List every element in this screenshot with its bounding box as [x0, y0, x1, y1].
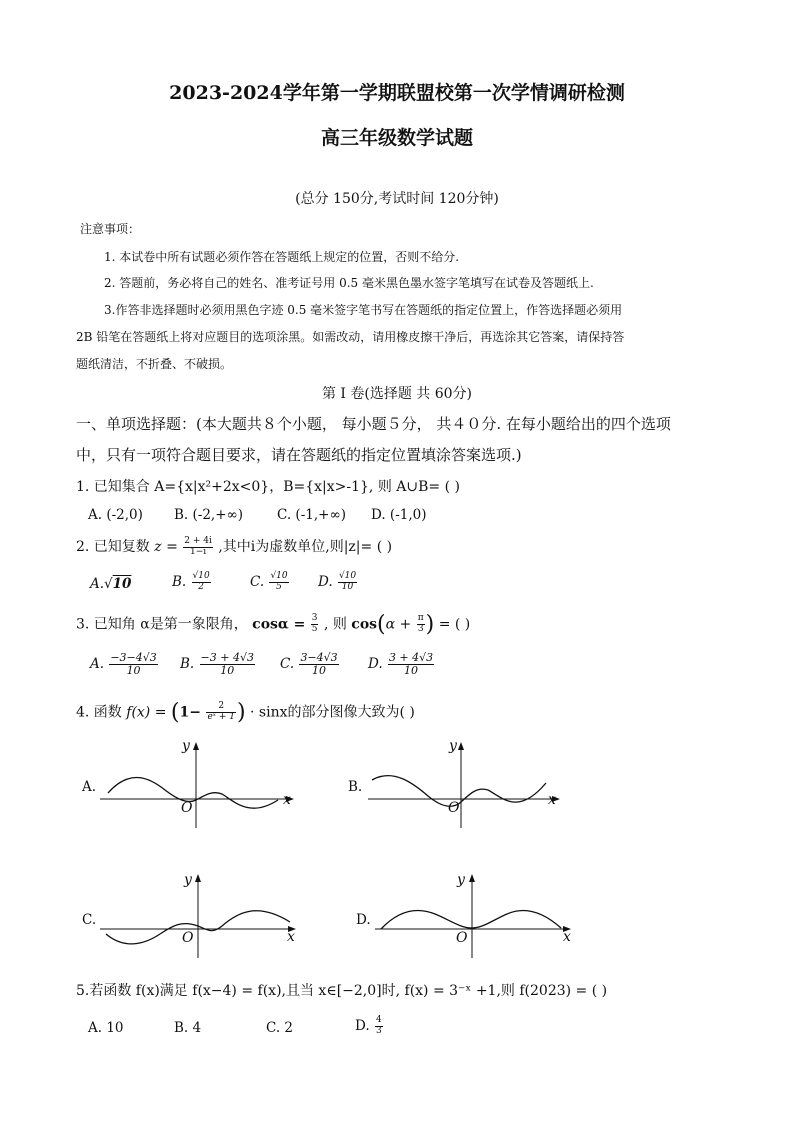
q4-graph-a-x: x: [283, 792, 291, 808]
part-instructions: 一、单项选择题：(本大题共８个小题， 每小题５分， 共４０分. 在每小题给出的四个选项: [76, 415, 671, 433]
q2-c-num: √10: [270, 571, 288, 581]
q2-fraction: [183, 537, 213, 558]
q4-fraction: [206, 702, 236, 723]
q4-graph-d-x: x: [563, 929, 571, 945]
q5-d-fraction: [375, 1016, 383, 1037]
y-axis-arrow: [469, 874, 475, 882]
q2-d-den: 10: [341, 581, 354, 592]
q3-pi-fraction: [417, 614, 425, 635]
q3-option-d: [368, 652, 435, 677]
q5-d-den: 3: [375, 1025, 382, 1036]
q2-d-fraction: [338, 572, 357, 593]
notes-heading: 注意事项：: [80, 222, 141, 236]
q2-c-fraction: [269, 572, 288, 593]
q5-option-c: C. 2: [266, 1020, 294, 1036]
y-axis-arrow: [193, 742, 199, 750]
q3-num: 3: [311, 613, 318, 624]
q2-c-den: 5: [276, 581, 282, 592]
q3-pre: 3. 已知角 α是第一象限角，: [76, 616, 248, 633]
q3-a-label: A.: [90, 656, 105, 673]
q3-b-den: 10: [220, 664, 235, 678]
q3-cos-lhs: cosα =: [252, 616, 306, 633]
q4-graph-a-o: O: [181, 800, 193, 816]
q3-c-label: C.: [280, 656, 295, 673]
q2-post: ,其中i为虚数单位,则|z|= ( ): [218, 539, 393, 555]
q4-num: 2: [206, 702, 236, 713]
y-axis-arrow: [195, 874, 201, 882]
q4-graph-c-x: x: [287, 929, 295, 945]
q4-fx: f(x) =: [126, 704, 167, 721]
q3-a-num: −3−4√3: [110, 651, 157, 664]
q3-b-num: −3 + 4√3: [200, 651, 254, 664]
q2-den: 1−i: [190, 546, 207, 557]
q3-stem: 3. 已知角 α是第一象限角， cosα = $\frac{3}{5}$ , 则 cos(α + $\frac{\pi}{3}$ ) = ( ): [76, 612, 471, 637]
q4-graph-b-label: B.: [348, 779, 363, 795]
q3-fraction: [311, 614, 319, 635]
q4-graph-b: [368, 738, 568, 833]
q3-c-fraction: [299, 652, 338, 677]
q4-graph-d-label: D.: [356, 912, 371, 928]
curve: [381, 910, 561, 929]
q2-a-label: A.: [90, 576, 105, 592]
q4-pre: 4. 函数: [76, 704, 127, 721]
q2-option-b: [172, 572, 212, 593]
q1-option-c: C. (-1,+∞): [277, 507, 346, 523]
q3-pi: π: [417, 613, 424, 624]
q1-stem: 1. 已知集合 A={x|x²+2x<0}，B={x|x>-1}, 则 A∪B= ( ): [76, 479, 460, 495]
q2-b-fraction: [192, 572, 211, 593]
q4-post: · sinx的部分图像大致为( ): [250, 704, 415, 721]
q4-graph-b-o: O: [448, 800, 460, 816]
q3-option-b: [180, 652, 256, 677]
exam-title: 2023-2024学年第一学期联盟校第一次学情调研检测: [169, 82, 625, 104]
section-title: 第 I 卷(选择题 共 60分): [321, 386, 473, 402]
q3-b-fraction: [200, 652, 255, 677]
q4-graph-c-o: O: [182, 930, 194, 946]
q5-option-a: A. 10: [88, 1020, 124, 1036]
q2-b-num: √10: [192, 571, 210, 581]
q3-a-fraction: [109, 652, 157, 677]
part-instructions: 中，只有一项符合题目要求，请在答题纸的指定位置填涂答案选项.): [76, 446, 522, 464]
q5-stem: 5.若函数 f(x)满足 f(x−4) = f(x),且当 x∈[−2,0]时, f(x) = 3⁻ˣ +1,则 f(2023) = ( ): [76, 983, 608, 999]
note-item: 题纸清洁，不折叠、不破损。: [76, 357, 233, 371]
q4-graph-b-y: y: [449, 738, 457, 754]
exam-info: (总分 150分,考试时间 120分钟): [295, 191, 499, 207]
q3-d-den: 10: [404, 664, 419, 678]
note-item: 2B 铅笔在答题纸上将对应题目的选项涂黑。如需改动，请用橡皮擦干净后，再选涂其它答案，请保持答: [76, 330, 625, 344]
q3-cos-rhs: cos: [351, 616, 378, 633]
q5-d-label: D.: [355, 1017, 370, 1034]
q1-option-a: A. (-2,0): [88, 507, 143, 523]
q3-d-num: 3 + 4√3: [388, 651, 434, 664]
q4-graph-d: [375, 872, 575, 962]
q2-z: z =: [154, 539, 178, 555]
exam-subtitle: 高三年级数学试题: [320, 127, 473, 149]
q5-option-b: B. 4: [174, 1020, 202, 1036]
q3-d-fraction: [388, 652, 434, 677]
q4-stem: 4. 函数 f(x) = (1− $\frac{2}{\text{eˣ + 1}}$ ) · sinx的部分图像大致为( ): [76, 700, 415, 725]
q1-option-b: B. (-2,+∞): [174, 507, 244, 523]
q4-graph-a-y: y: [182, 738, 190, 754]
q2-b-label: B.: [172, 573, 187, 590]
q1-option-d: D. (-1,0): [371, 507, 427, 523]
q3-c-den: 10: [312, 664, 327, 678]
q2-d-label: D.: [318, 573, 333, 590]
q3-option-a: [90, 652, 159, 677]
note-item: 1. 本试卷中所有试题必须作答在答题纸上规定的位置，否则不给分.: [104, 250, 460, 264]
q4-graph-b-x: x: [548, 792, 556, 808]
q2-c-label: C.: [250, 573, 265, 590]
q5-option-d: [355, 1016, 384, 1037]
q3-den: 5: [311, 624, 318, 634]
q2-d-num: √10: [338, 571, 357, 581]
note-item: 3.作答非选择题时必须用黑色字迹 0.5 毫米签字笔书写在答题纸的指定位置上，作答选择题必须用: [104, 303, 623, 317]
y-axis-arrow: [458, 742, 464, 750]
note-item: 2. 答题前，务必将自己的姓名、准考证号用 0.5 毫米黑色墨水签字笔填写在试卷及答题纸上.: [104, 276, 594, 290]
q2-a-value: 10: [112, 576, 132, 592]
q2-pre: 2. 已知复数: [76, 539, 155, 555]
q2-num: 2 + 4i: [184, 535, 212, 546]
q3-three: 3: [417, 624, 424, 634]
q3-option-c: [280, 652, 340, 677]
q2-option-c: [250, 572, 290, 593]
q3-c-num: 3−4√3: [300, 651, 338, 664]
q5-d-num: 4: [375, 1015, 382, 1025]
q2-stem: [76, 536, 392, 557]
q2-b-den: 2: [198, 581, 204, 592]
q4-graph-a: [100, 738, 300, 833]
q4-graph-c-y: y: [184, 872, 192, 888]
q2-option-a: A.√10: [90, 576, 132, 592]
q3-a-den: 10: [126, 664, 141, 678]
q4-one: 1−: [179, 704, 201, 721]
q3-b-label: B.: [180, 656, 195, 673]
q3-mid: , 则: [323, 616, 352, 633]
q3-d-label: D.: [368, 656, 383, 673]
q4-graph-d-o: O: [456, 930, 468, 946]
q3-arg: α +: [385, 616, 412, 633]
curve: [108, 778, 278, 809]
q3-post: = ( ): [438, 616, 471, 633]
q4-graph-a-label: A.: [82, 779, 97, 795]
q2-option-d: [318, 572, 358, 593]
q4-den: eˣ + 1: [207, 712, 235, 722]
q4-graph-c-label: C.: [82, 912, 97, 928]
q4-graph-d-y: y: [457, 872, 465, 888]
q4-graph-c: [100, 872, 300, 962]
